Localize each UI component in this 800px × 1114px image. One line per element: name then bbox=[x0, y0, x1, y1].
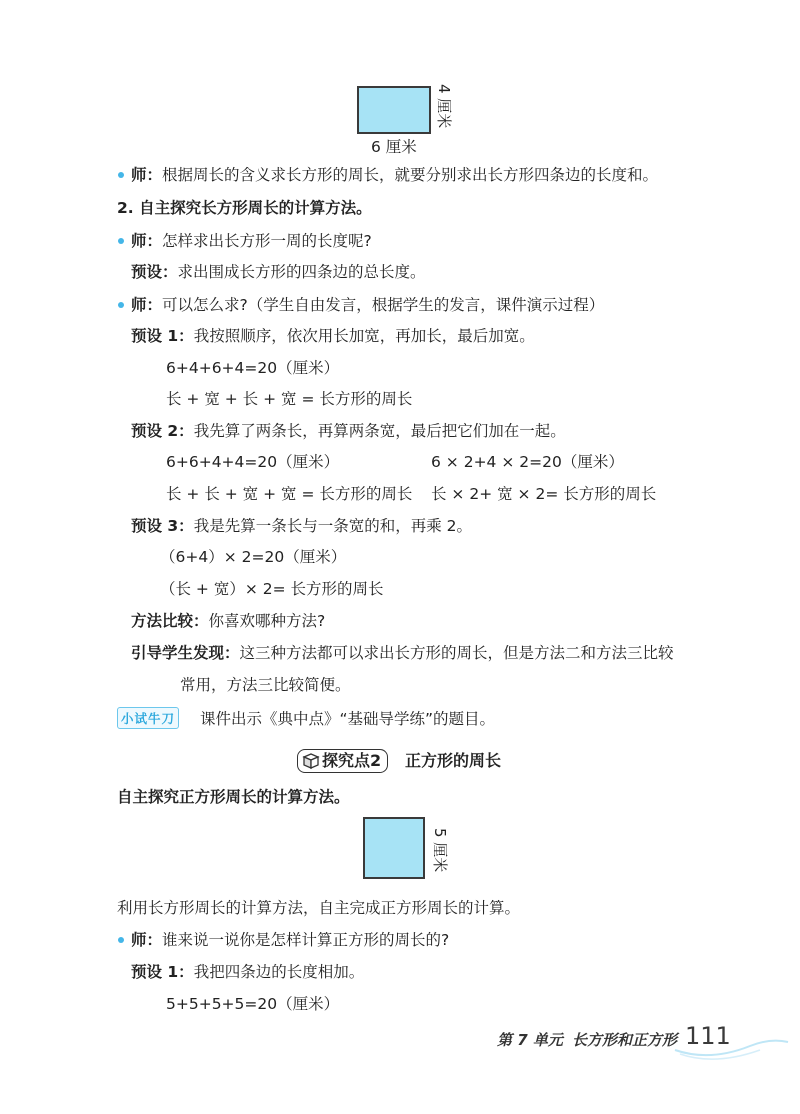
speaker-label: 师： bbox=[131, 296, 163, 314]
section-title: 正方形的周长 bbox=[405, 751, 502, 770]
preset-label: 预设 2： bbox=[131, 422, 194, 440]
guide-discovery-line bbox=[131, 643, 674, 663]
teacher-text: 根据周长的含义求长方形的周长，就要分别求出长方形四条边的长度和。 bbox=[162, 166, 659, 184]
teacher-text: 怎样求出长方形一周的长度呢? bbox=[162, 232, 372, 250]
bullet-dot bbox=[118, 302, 124, 308]
teacher-line-2 bbox=[131, 231, 372, 251]
preset-text: 求出围成长方形的四条边的总长度。 bbox=[177, 263, 426, 281]
method-compare-line bbox=[131, 611, 325, 631]
preset-text: 我是先算一条长与一条宽的和，再乘 2。 bbox=[193, 517, 472, 535]
rectangle-figure bbox=[357, 86, 431, 134]
preset-line bbox=[131, 262, 426, 282]
rectangle-height-label: 4 厘米 bbox=[435, 84, 453, 129]
square-side-label: 5 厘米 bbox=[431, 828, 449, 873]
guide-discovery-cont: 常用，方法三比较简便。 bbox=[180, 676, 351, 694]
section-heading-2: 2. 自主探究长方形周长的计算方法。 bbox=[117, 199, 372, 217]
equation-line: 6+6+4+4=20（厘米） bbox=[166, 453, 340, 471]
equation-line: （6+4）× 2=20（厘米） bbox=[160, 548, 347, 566]
speaker-label: 师： bbox=[131, 232, 163, 250]
preset-label: 预设 1： bbox=[131, 327, 194, 345]
footer-unit: 第 7 单元 bbox=[497, 1031, 563, 1049]
preset-1-line bbox=[131, 326, 535, 346]
square-figure bbox=[363, 817, 425, 879]
formula-line: 长 + 长 + 宽 + 宽 = 长方形的周长 bbox=[166, 485, 413, 503]
preset-3-line bbox=[131, 516, 472, 536]
formula-line: 长 + 宽 + 长 + 宽 = 长方形的周长 bbox=[166, 390, 413, 408]
footer-title: 长方形和正方形 bbox=[572, 1031, 678, 1049]
bullet-dot bbox=[118, 937, 124, 943]
preset-label: 预设 3： bbox=[131, 517, 194, 535]
teacher-text: 可以怎么求?（学生自由发言，根据学生的发言，课件演示过程） bbox=[162, 296, 605, 314]
equation-line: 5+5+5+5=20（厘米） bbox=[166, 995, 340, 1013]
bullet-dot bbox=[118, 172, 124, 178]
preset-label: 预设 1： bbox=[131, 963, 194, 981]
rectangle-width-label: 6 厘米 bbox=[371, 138, 417, 156]
teacher-line-3 bbox=[131, 295, 604, 315]
practice-tag: 小试牛刀 bbox=[117, 707, 179, 729]
preset-text: 我把四条边的长度相加。 bbox=[193, 963, 365, 981]
preset-1-line-square bbox=[131, 962, 364, 982]
equation-line: 6+4+6+4=20（厘米） bbox=[166, 359, 340, 377]
method-compare-text: 你喜欢哪种方法? bbox=[208, 612, 326, 630]
preset-label: 预设： bbox=[131, 263, 178, 281]
bullet-dot bbox=[118, 238, 124, 244]
section-badge-label: 探究点2 bbox=[322, 751, 382, 770]
formula-line: 长 × 2+ 宽 × 2= 长方形的周长 bbox=[431, 485, 657, 503]
guide-discovery-label: 引导学生发现： bbox=[131, 644, 240, 662]
teacher-text: 谁来说一说你是怎样计算正方形的周长的? bbox=[162, 931, 450, 949]
equation-line: 6 × 2+4 × 2=20（厘米） bbox=[431, 453, 624, 471]
cube-icon bbox=[301, 752, 321, 770]
preset-text: 我先算了两条长，再算两条宽，最后把它们加在一起。 bbox=[193, 422, 566, 440]
teacher-line-1 bbox=[131, 165, 658, 185]
preset-2-line bbox=[131, 421, 566, 441]
page-number: 111 bbox=[685, 1022, 731, 1050]
page-decoration-wave bbox=[670, 1030, 790, 1060]
method-compare-label: 方法比较： bbox=[131, 612, 209, 630]
section-badge bbox=[297, 749, 388, 773]
speaker-label: 师： bbox=[131, 166, 163, 184]
square-intro-line: 利用长方形周长的计算方法，自主完成正方形周长的计算。 bbox=[117, 899, 521, 917]
practice-text: 课件出示《典中点》“基础导学练”的题目。 bbox=[200, 710, 496, 728]
formula-line: （长 + 宽）× 2= 长方形的周长 bbox=[160, 580, 384, 598]
square-heading: 自主探究正方形周长的计算方法。 bbox=[117, 788, 350, 806]
teacher-line-4 bbox=[131, 930, 449, 950]
guide-discovery-text: 这三种方法都可以求出长方形的周长，但是方法二和方法三比较 bbox=[239, 644, 674, 662]
preset-text: 我按照顺序，依次用长加宽，再加长，最后加宽。 bbox=[193, 327, 535, 345]
speaker-label: 师： bbox=[131, 931, 163, 949]
